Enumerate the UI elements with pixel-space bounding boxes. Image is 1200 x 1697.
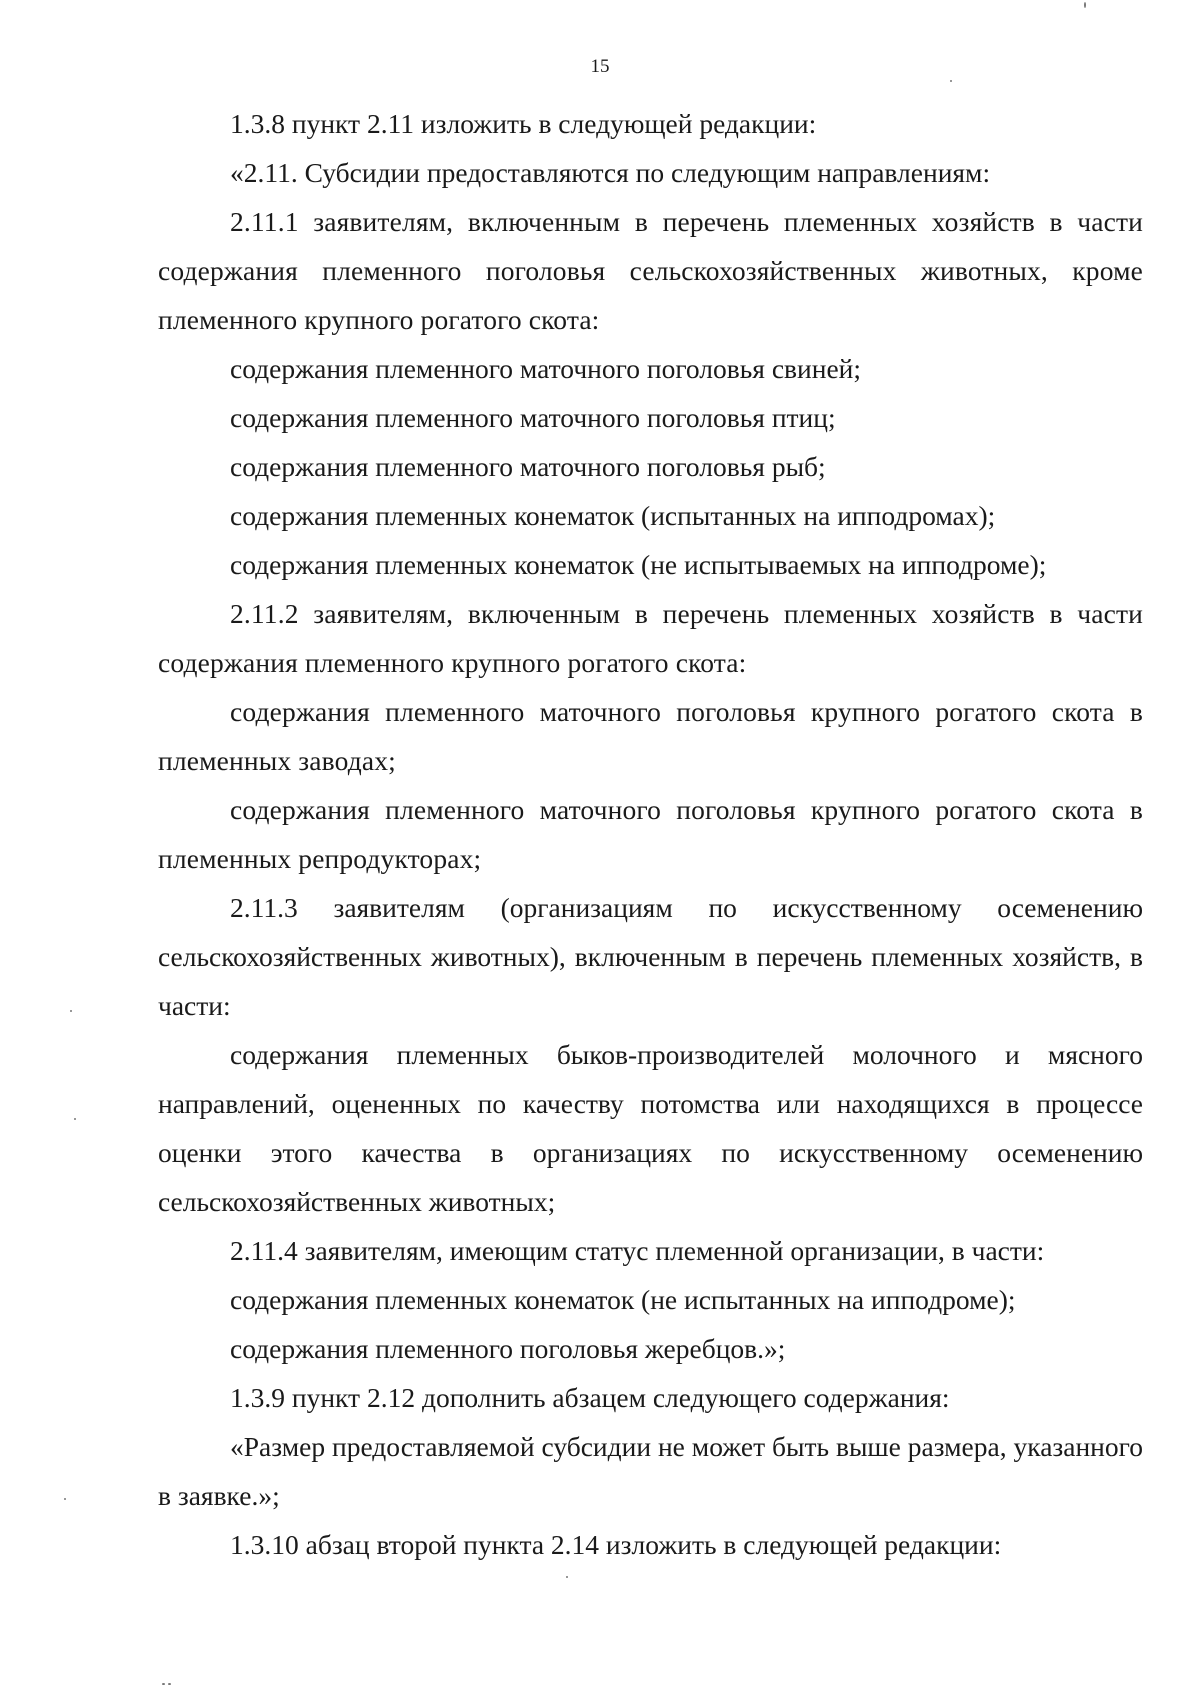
paragraph-1-3-10: 1.3.10 абзац второй пункта 2.14 изложить в следующей редакции: [230, 1529, 1002, 1560]
paragraph-2-11-2: 2.11.2 заявителям, включенным в перечень племенных хозяйств в части содержания племенного крупного рогатого скота: [158, 598, 1143, 678]
scan-speck [64, 1498, 66, 1500]
list-item: содержания племенного маточного поголовья свиней; [230, 353, 862, 384]
list-item: содержания племенного поголовья жеребцов.»; [230, 1333, 786, 1364]
scan-speck [1084, 2, 1086, 8]
list-item: содержания племенных конематок (не испытанных на ипподроме); [230, 1284, 1016, 1315]
paragraph-1-3-8: 1.3.8 пункт 2.11 изложить в следующей редакции: [230, 108, 817, 139]
scan-speck [168, 1683, 171, 1685]
scan-speck [74, 1118, 76, 1120]
list-item: содержания племенного маточного поголовья крупного рогатого скота в племенных заводах; [158, 696, 1143, 776]
scan-speck [162, 1683, 165, 1685]
list-item: содержания племенных конематок (не испытываемых на ипподроме); [230, 549, 1047, 580]
scan-speck [70, 1010, 72, 1012]
list-item: содержания племенного маточного поголовья крупного рогатого скота в племенных репродукторах; [158, 794, 1143, 874]
list-item: содержания племенного маточного поголовья птиц; [230, 402, 836, 433]
list-item: содержания племенных конематок (испытанных на ипподромах); [230, 500, 996, 531]
document-body [158, 99, 1143, 1569]
paragraph-2-11-4: 2.11.4 заявителям, имеющим статус племенной организации, в части: [230, 1235, 1045, 1266]
list-item: содержания племенного маточного поголовья рыб; [230, 451, 826, 482]
page-number: 15 [590, 56, 610, 77]
list-item: содержания племенных быков-производителей молочного и мясного направлений, оцененных по качеству потомства или находящихся в процессе оценки этого качества в организациях по искусственному осеменению сельскохозяйственных животных; [158, 1039, 1143, 1217]
scan-speck [950, 80, 952, 82]
scan-speck [566, 1576, 568, 1578]
paragraph-2-11: «2.11. Субсидии предоставляются по следующим направлениям: [230, 157, 991, 188]
paragraph-quote: «Размер предоставляемой субсидии не может быть выше размера, указанного в заявке.»; [158, 1431, 1143, 1511]
paragraph-2-11-1: 2.11.1 заявителям, включенным в перечень племенных хозяйств в части содержания племенного поголовья сельскохозяйственных животных, кроме племенного крупного рогатого скота: [158, 206, 1143, 335]
paragraph-1-3-9: 1.3.9 пункт 2.12 дополнить абзацем следующего содержания: [230, 1382, 950, 1413]
paragraph-2-11-3: 2.11.3 заявителям (организациям по искусственному осеменению сельскохозяйственных животных), включенным в перечень племенных хозяйств, в части: [158, 892, 1143, 1021]
